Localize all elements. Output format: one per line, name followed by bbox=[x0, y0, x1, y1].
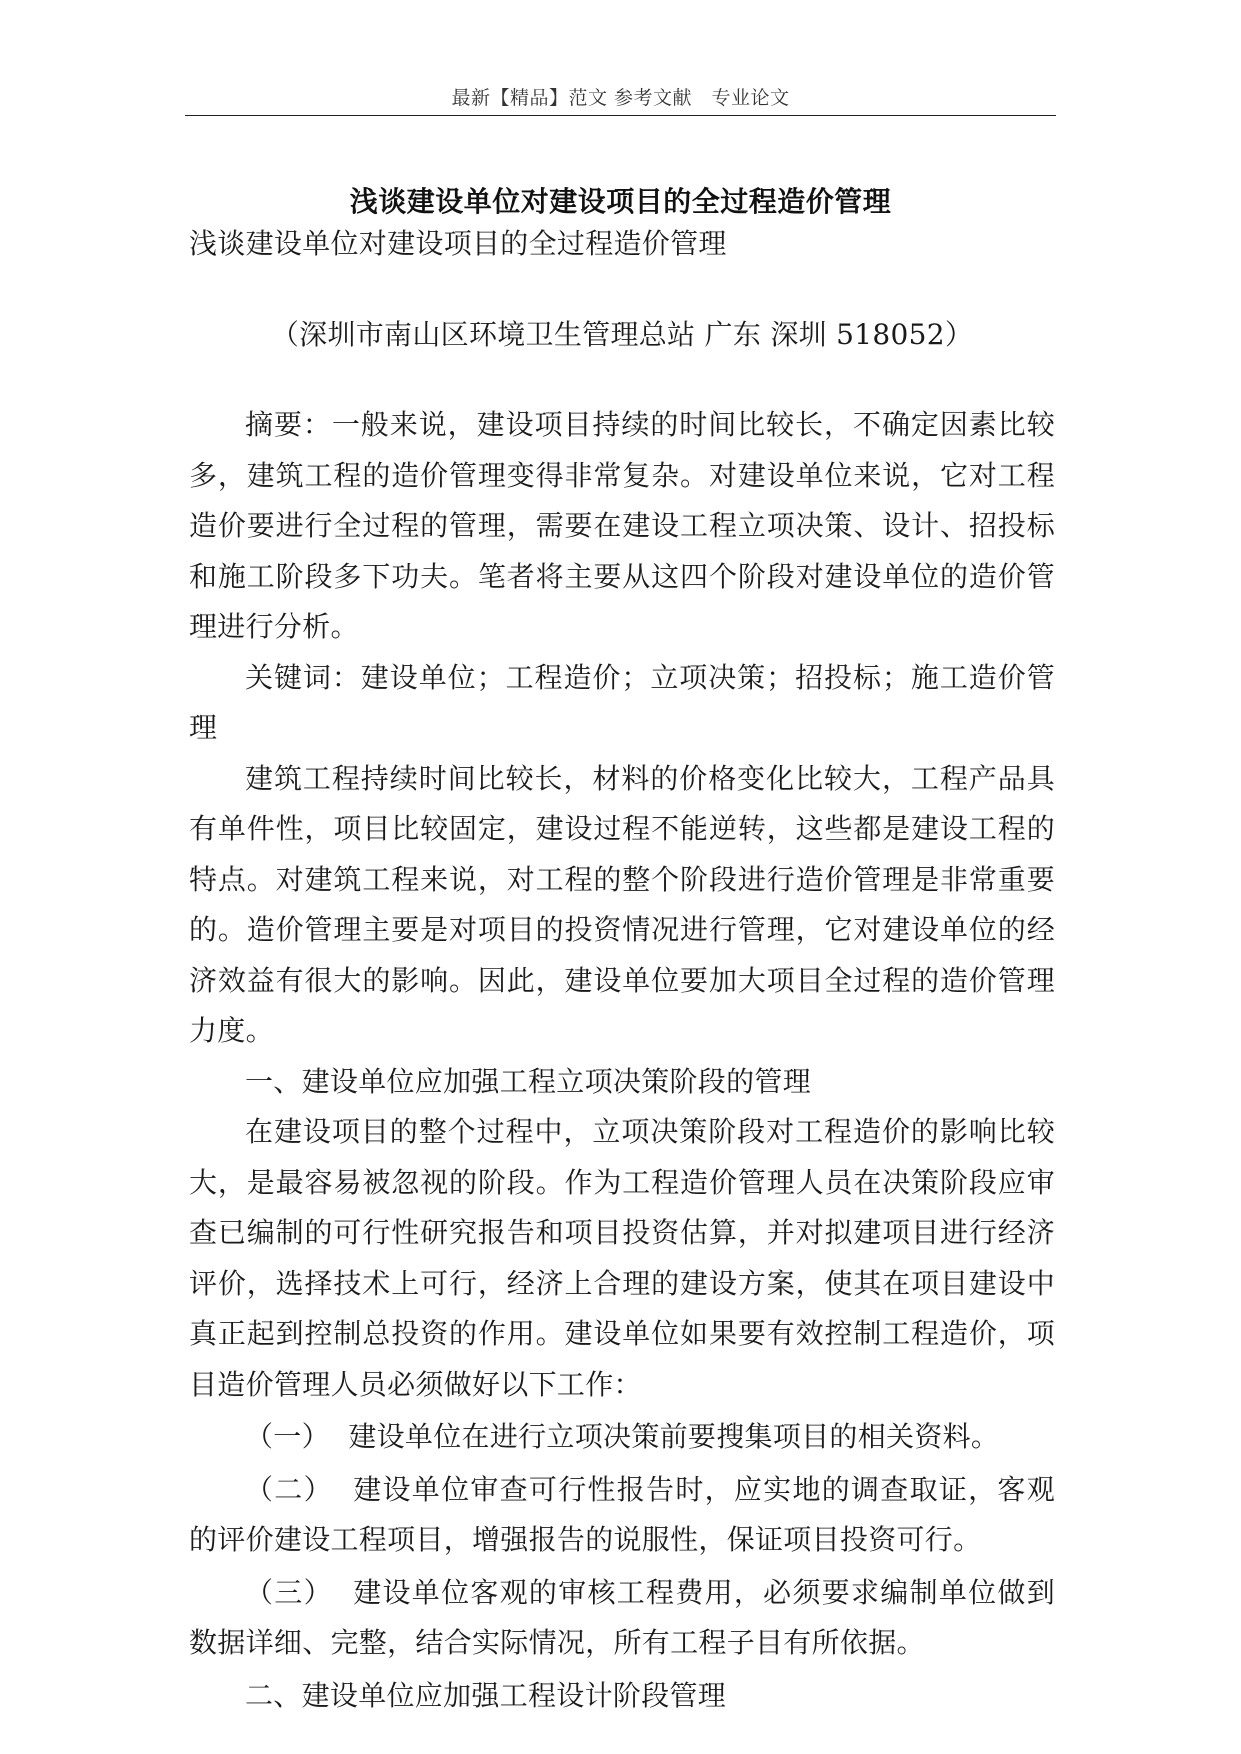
list-item-text: 建设单位审查可行性报告时，应实地的调查取证，客观的评价建设工程项目，增强报告的说服性，保证项目投资可行。 bbox=[189, 1472, 1056, 1556]
list-item-marker: （一） bbox=[245, 1420, 330, 1453]
intro-paragraph: 建筑工程持续时间比较长，材料的价格变化比较大，工程产品具有单件性，项目比较固定，建设过程不能逆转，这些都是建设工程的特点。对建筑工程来说，对工程的整个阶段进行造价管理是非常重要的。造价管理主要是对项目的投资情况进行管理，它对建设单位的经济效益有很大的影响。因此，建设单位要加大项目全过程的造价管理力度。 bbox=[189, 761, 1055, 1047]
list-item-2 bbox=[189, 1465, 1055, 1566]
abstract-paragraph: 摘要：一般来说，建设项目持续的时间比较长，不确定因素比较多，建筑工程的造价管理变得非常复杂。对建设单位来说，它对工程造价要进行全过程的管理，需要在建设工程立项决策、设计、招投标和施工阶段多下功夫。笔者将主要从这四个阶段对建设单位的造价管理进行分析。 bbox=[189, 408, 1055, 643]
document-title: 浅谈建设单位对建设项目的全过程造价管理 bbox=[349, 184, 892, 218]
keywords-paragraph: 关键词：建设单位；工程造价；立项决策；招投标；施工造价管理 bbox=[189, 660, 1055, 744]
list-item-text: 建设单位在进行立项决策前要搜集项目的相关资料。 bbox=[348, 1420, 1000, 1453]
list-item-text: 建设单位客观的审核工程费用，必须要求编制单位做到数据详细、完整，结合实际情况，所有工程子目有所依据。 bbox=[189, 1575, 1056, 1659]
author-affiliation: （深圳市南山区环境卫生管理总站 广东 深圳 518052） bbox=[270, 317, 974, 351]
list-item-marker: （三） bbox=[245, 1575, 333, 1609]
subtitle: 浅谈建设单位对建设项目的全过程造价管理 bbox=[189, 227, 727, 260]
section-1-paragraph: 在建设项目的整个过程中，立项决策阶段对工程造价的影响比较大，是最容易被忽视的阶段。作为工程造价管理人员在决策阶段应审查已编制的可行性研究报告和项目投资估算，并对拟建项目进行经济评价，选择技术上可行，经济上合理的建设方案，使其在项目建设中真正起到控制总投资的作用。建设单位如果要有效控制工程造价，项目造价管理人员必须做好以下工作： bbox=[189, 1115, 1055, 1401]
list-item-marker: （二） bbox=[245, 1472, 333, 1506]
list-item-3 bbox=[189, 1568, 1055, 1669]
section-1-heading: 一、建设单位应加强工程立项决策阶段的管理 bbox=[245, 1064, 812, 1098]
section-2-heading: 二、建设单位应加强工程设计阶段管理 bbox=[245, 1678, 727, 1712]
document-body bbox=[189, 219, 1055, 1721]
list-item-1 bbox=[189, 1412, 1055, 1463]
header-rule bbox=[185, 115, 1056, 116]
running-header: 最新【精品】范文 参考文献 专业论文 bbox=[451, 87, 790, 109]
